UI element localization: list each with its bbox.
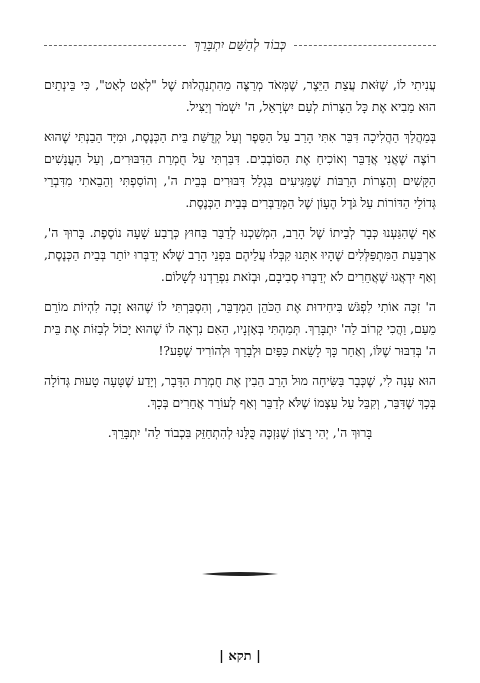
running-header	[44, 34, 436, 56]
paragraph: בְּמַהֲלַךְ הַהֲלִיכָה דִּבֵּר אִתִּי הָרַב עַל הַסֵּפֶר וְעַל קְדֻשַּׁת בֵּית הַכְּנֶסֶת, וּמִיָּד הֵבַנְתִּי שֶׁהוּא רוֹצֶה שֶׁאֲנִי אֲדַבֵּר וְאוֹכִיחַ אֶת הַסּוֹבְבִים. דִּבַּרְתִּי עַל חֻמְרַת הַדִּבּוּרִים, וְעַל הָעֳנָשִׁים הַקָּשִׁים וְהַצָּרוֹת הָרַבּוֹת שֶׁמַּגִּיעִים בִּגְלַל דִּבּוּרִים בְּבֵית ה', וְהוֹסַפְתִּי וְהֵבֵאתִי מִדִּבְרֵי גְּדוֹלֵי הַדּוֹרוֹת עַל גֹּדֶל הֶעָוֹן שֶׁל הַמְּדַבְּרִים בְּבֵית הַכְּנֶסֶת.	[44, 130, 436, 210]
page-body	[44, 74, 436, 452]
header-title: כְּבוֹד לְהַשֵּׁם יִתְבָּרֵךְ	[193, 38, 287, 53]
closing-paragraph: בָּרוּךְ ה', יְהִי רָצוֹן שֶׁנִּזְכֶּה כֻּלָּנוּ לְהִתְחַזֵּק בִּכְבוֹד לַה' יִתְבָּרֵךְ.	[107, 426, 373, 440]
paragraph: ה' זִכָּה אוֹתִי לִפְגֹּשׁ בִּיחִידוּת אֶת הַכֹּהֵן הַמְדַבֵּר, וְהִסְבַּרְתִּי לוֹ שֶׁהוּא זָכָה לִהְיוֹת מוֹרֵם מֵעַם, וַהֲכִי קָרוֹב לַה' יִתְבָּרַךְ. תְּמַהְתִּי בְּאָזְנָיו, הַאִם נִרְאֶה לוֹ שֶׁהוּא יָכוֹל לְבַזּוֹת אֶת בֵּית ה' בְּדִבּוּר שֶׁלּוֹ, וְאַחַר כָּךְ לָשֵׂאת כַּפַּיִם וּלְבָרֵךְ וּלְהוֹרִיד שֶׁפַע?!	[44, 300, 436, 358]
header-rule-right	[294, 45, 436, 46]
paragraph: עֲנִיתִי לוֹ, שֶׁזֹּאת עֲצַת הַיֵּצֶר, שֶׁמְּאֹד מְרַצֶּה מֵהִתְנַהֲלוּת שֶׁל "לְאַט לְאַט", כִּי בֵּינְתַיִם הוּא מֵבִיא אֶת כָּל הַצָּרוֹת לְעַם יִשְׂרָאֵל, ה' יִשְׁמֹר וְיַצִּיל.	[44, 78, 436, 114]
header-rule-left	[44, 45, 186, 46]
paragraph: הוּא עָנָה לִי, שֶׁכְּבָר בַּשִּׂיחָה מוּל הָרַב הֵבִין אֶת חֻמְרַת הַדָּבָר, וְיָדַע שֶׁטָּעָה טָעוּת גְּדוֹלָה בְּכָךְ שֶׁדִּבֵּר, וְקִבֵּל עַל עַצְמוֹ שֶׁלֹּא לְדַבֵּר וְאַף לְעוֹרֵר אֲחֵרִים בְּכָךְ.	[44, 374, 436, 410]
section-divider-ornament	[200, 570, 280, 578]
paragraph: אַף שֶׁהִגַּעְנוּ כְּבָר לְבֵיתוֹ שֶׁל הָרַב, הִמְשַׁכְנוּ לְדַבֵּר בַּחוּץ כְּרֶבַע שָׁעָה נוֹסֶפֶת. בָּרוּךְ ה', אַרְבַּעַת הַמִּתְפַּלְּלִים שֶׁהָיוּ אִתָּנוּ קִבְּלוּ עֲלֵיהֶם בִּפְנֵי הָרַב שֶׁלֹּא יְדַבְּרוּ יוֹתֵר בְּבֵית הַכְּנֶסֶת, וְאַף יִדְאֲגוּ שֶׁאֲחֵרִים לֹא יְדַבְּרוּ סְבִיבָם, וּבְזֹאת נִפְרַדְנוּ לְשָׁלוֹם.	[44, 226, 436, 284]
page-number: | תקא |	[219, 649, 261, 664]
